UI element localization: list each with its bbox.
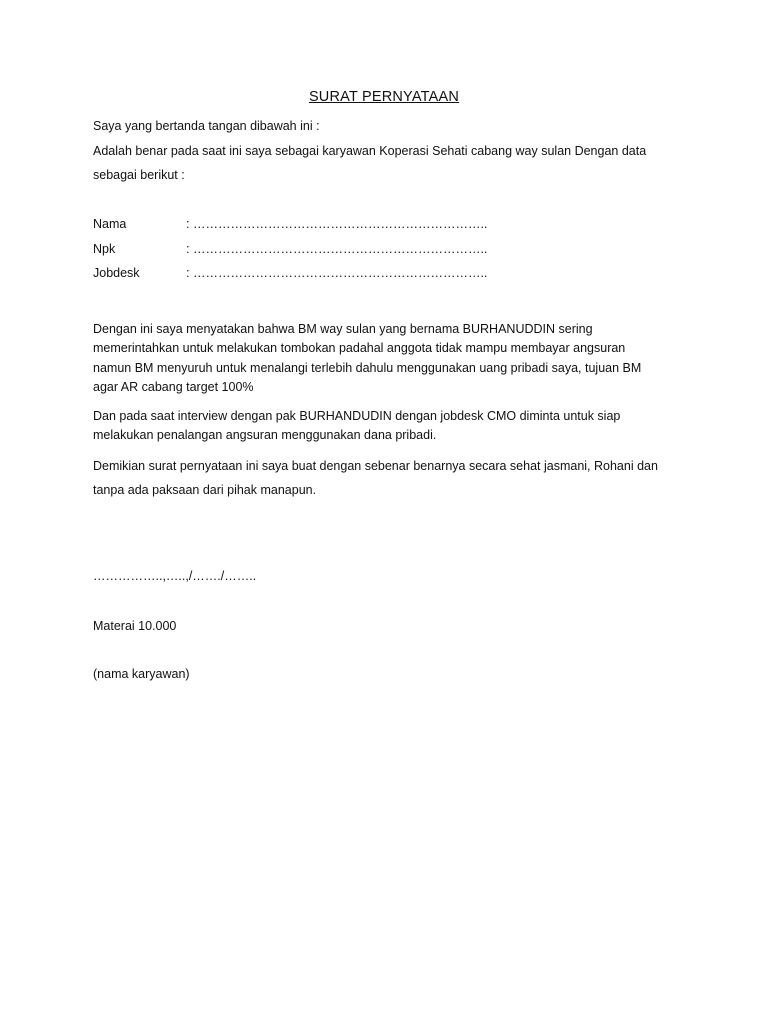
intro-line-2: Adalah benar pada saat ini saya sebagai karyawan Koperasi Sehati cabang way sulan Dengan data: [93, 144, 647, 158]
closing-line-1: Demikian surat pernyataan ini saya buat dengan sebenar benarnya secara sehat jasmani, Rohani dan: [93, 459, 658, 473]
paragraph-line: melakukan penalangan angsuran menggunakan dana pribadi.: [93, 428, 437, 443]
paragraph-line: memerintahkan untuk melakukan tombokan padahal anggota tidak mampu membayar angsuran: [93, 341, 626, 356]
date-line: ……………..,…..,/……./……..: [93, 569, 257, 583]
stamp-label: Materai 10.000: [93, 619, 177, 633]
statement-paragraph-2: [93, 407, 683, 446]
paragraph-line: agar AR cabang target 100%: [93, 379, 254, 394]
field-label-jobdesk: Jobdesk: [93, 266, 140, 280]
paragraph-line: Dan pada saat interview dengan pak BURHANDUDIN dengan jobdesk CMO diminta untuk siap: [93, 409, 621, 423]
intro-line-1: Saya yang bertanda tangan dibawah ini :: [93, 119, 320, 133]
closing-line-2: tanpa ada paksaan dari pihak manapun.: [93, 483, 317, 497]
field-value-npk: : ……………………………………………………………..: [186, 242, 488, 256]
paragraph-line: namun BM menyuruh untuk menalangi terlebih dahulu menggunakan uang pribadi saya, tujuan BM: [93, 360, 642, 375]
paragraph-line: Dengan ini saya menyatakan bahwa BM way sulan yang bernama BURHANUDDIN sering: [93, 322, 593, 336]
signature-name: (nama karyawan): [93, 667, 190, 681]
intro-line-3: sebagai berikut :: [93, 168, 185, 182]
field-label-npk: Npk: [93, 242, 116, 256]
field-label-nama: Nama: [93, 217, 127, 231]
field-value-nama: : ……………………………………………………………..: [186, 217, 488, 231]
statement-paragraph-1: [93, 320, 683, 397]
field-value-jobdesk: : ……………………………………………………………..: [186, 266, 488, 280]
document-title: SURAT PERNYATAAN: [308, 89, 460, 105]
